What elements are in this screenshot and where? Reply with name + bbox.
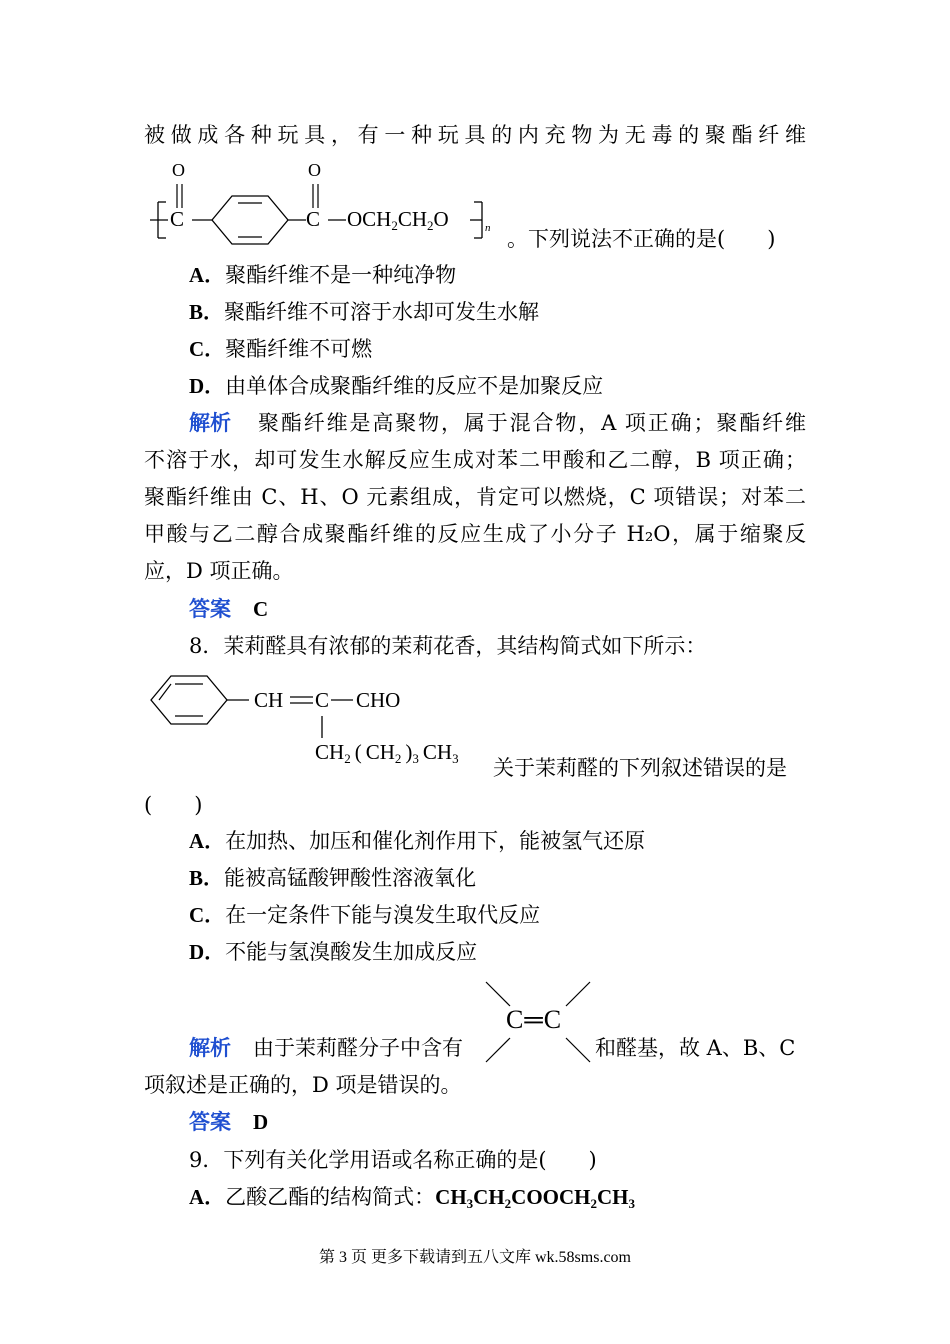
q8-analysis-pre: 解析 由于茉莉醛分子中含有 <box>189 1035 463 1060</box>
q7-analysis-line-5: 应，D 项正确。 <box>144 559 294 583</box>
q8-answer: 答案 D <box>189 1109 269 1134</box>
q7-analysis-line-4: 甲酸与乙二醇合成聚酯纤维的反应生成了小分子 H₂O，属于缩聚反 <box>144 522 806 546</box>
formula-ch: CH <box>254 688 284 712</box>
q7-option-c: C．聚酯纤维不可燃 <box>189 337 373 361</box>
q7-option-d: D．由单体合成聚酯纤维的反应不是加聚反应 <box>189 374 604 398</box>
q7-analysis-line-1: 聚酯纤维是高聚物，属于混合物，A 项正确；聚酯纤维 <box>258 411 806 435</box>
formula-c2: C <box>306 207 321 231</box>
q7-stem: 。下列说法不正确的是( ) <box>507 227 776 251</box>
q7-analysis-label: 解析 <box>189 410 231 435</box>
q8-option-a: A．在加热、加压和催化剂作用下，能被氢气还原 <box>189 829 646 853</box>
formula-cho: CHO <box>356 688 401 712</box>
q7-option-a: A．聚酯纤维不是一种纯净物 <box>189 263 457 287</box>
q7-intro: 被做成各种玩具，有一种玩具的内充物为无毒的聚酯纤维 <box>144 123 806 147</box>
q7-answer: 答案 C <box>189 596 269 621</box>
formula-c1: C <box>170 207 185 231</box>
formula-o2: O <box>308 160 321 180</box>
q9-stem: 9．下列有关化学用语或名称正确的是( ) <box>189 1148 597 1172</box>
formula-o1: O <box>172 160 185 180</box>
formula-chain: $OCH_2CH_2O$ <box>347 207 449 233</box>
q8-option-b: B．能被高锰酸钾酸性溶液氧化 <box>189 866 477 890</box>
formula-c: C <box>315 688 330 712</box>
q7-option-b: B．聚酯纤维不可溶于水却可发生水解 <box>189 300 540 324</box>
q8-option-d: D．不能与氢溴酸发生加成反应 <box>189 940 478 964</box>
q8-stem-tail: 关于茉莉醛的下列叙述错误的是 <box>493 756 787 780</box>
q9-option-a: A．乙酸乙酯的结构简式：$CH_3CH_2COOCH_2CH_3$ <box>189 1185 636 1211</box>
q7-analysis-line-2: 不溶于水，却可发生水解反应生成对苯二甲酸和乙二醇，B 项正确； <box>144 448 806 472</box>
q8-analysis-line-2: 项叙述是正确的，D 项是错误的。 <box>144 1073 462 1097</box>
q8-stem-paren: ( ) <box>144 793 203 817</box>
formula-side-chain: $CH_2$ ( $CH_2$ )$_3$ $CH_3$ <box>315 740 459 766</box>
q8-option-c: C．在一定条件下能与溴发生取代反应 <box>189 903 541 927</box>
q7-analysis-line-3: 聚酯纤维由 C、H、O 元素组成，肯定可以燃烧，C 项错误；对苯二 <box>144 485 806 509</box>
double-bond-text: C═C <box>506 1005 563 1034</box>
q8-analysis-post: 和醛基，故 A、B、C <box>595 1036 796 1060</box>
q8-stem: 8．茉莉醛具有浓郁的茉莉花香，其结构简式如下所示： <box>189 634 707 658</box>
page-footer: 第 3 页 更多下载请到五八文库 wk.58sms.com <box>318 1249 631 1266</box>
formula-n: n <box>485 222 491 234</box>
